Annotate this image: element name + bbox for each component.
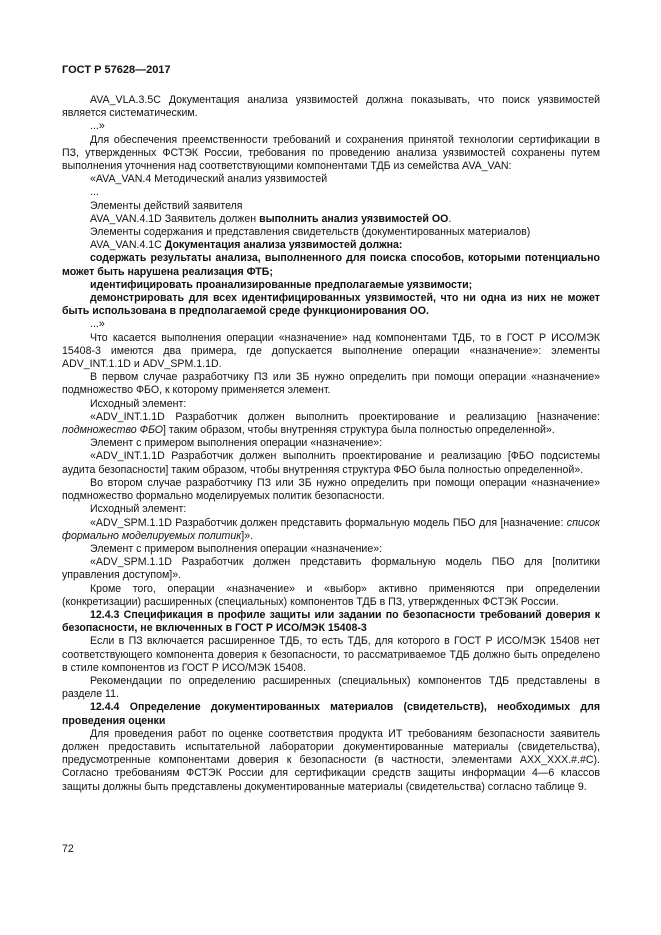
- paragraph: [62, 517, 600, 543]
- paragraph: Исходный элемент:: [90, 503, 187, 516]
- paragraph: Элемент с примером выполнения операции «назначение»:: [90, 437, 383, 450]
- bold-text-run: выполнить анализ уязвимостей ОО: [259, 212, 449, 225]
- paragraph: Рекомендации по определению расширенных (специальных) компонентов ТДБ представлены в разделе 11.: [62, 674, 600, 701]
- text-run: ]».: [241, 529, 254, 542]
- paragraph: AVA_VLA.3.5C Документация анализа уязвимостей должна показывать, что поиск уязвимостей является систематическим.: [62, 94, 600, 120]
- paragraph: Во втором случае разработчику ПЗ или ЗБ нужно определить при помощи операции «назначение» подмножество формально моделируемых политик безопасности.: [62, 476, 600, 503]
- paragraph: Для проведения работ по оценке соответствия продукта ИТ требованиям безопасности заявитель должен предоставить испытательной лаборатории документированные материалы (свидетельства), предусмотренные компонентами доверия к безопасности (в частности, элементами AXX_XXX.#.#C). Согласно требованиям ФСТЭК России для сертификации средств защиты информации 4—6 классов защиты должны быть представлены документированные материалы (свидетельства) согласно таблице 9.: [62, 727, 600, 793]
- paragraph: «AVA_VAN.4 Методический анализ уязвимостей: [90, 173, 328, 186]
- paragraph: [62, 411, 600, 437]
- text-run: .: [448, 212, 452, 225]
- bold-paragraph: идентифицировать проанализированные предполагаемые уязвимости;: [90, 278, 473, 291]
- paragraph: Кроме того, операции «назначение» и «выбор» активно применяются при определении (конкретизации) расширенных (специальных) компонентов ТДБ в ПЗ, утвержденных ФСТЭК России.: [62, 582, 600, 608]
- paragraph: Исходный элемент:: [90, 397, 187, 410]
- text-run: ] таким образом, чтобы внутренняя структура была полностью определенной».: [162, 424, 555, 437]
- paragraph: Элементы содержания и представления свидетельств (документированных материалов): [90, 226, 531, 239]
- paragraph: ...»: [90, 318, 105, 331]
- paragraph: [62, 213, 600, 226]
- page-number: 72: [62, 843, 74, 855]
- document-header: ГОСТ Р 57628—2017: [62, 64, 171, 76]
- paragraph: В первом случае разработчику ПЗ или ЗБ нужно определить при помощи операции «назначение» подмножество ФБО, к которому применяется элемент.: [62, 371, 600, 397]
- italic-text-run: подмножество ФБО: [62, 424, 163, 437]
- section-heading: 12.4.4 Определение документированных материалов (свидетельств), необходимых для проведения оценки: [62, 701, 600, 727]
- paragraph: Если в ПЗ включается расширенное ТДБ, то есть ТДБ, для которого в ГОСТ Р ИСО/МЭК 15408 нет соответствующего компонента доверия к безопасности, то рассматриваемое ТДБ должно быть определено в стиле компонентов из ГОСТ Р ИСО/МЭК 15408.: [62, 635, 600, 674]
- italic-text-run: список формально моделируемых политик: [62, 516, 600, 542]
- bold-paragraph: демонстрировать для всех идентифицированных уязвимостей, что ни одна из них не может быть использована в предполагаемой среде функционирования ОО.: [62, 292, 600, 318]
- paragraph: Для обеспечения преемственности требований и сохранения принятой технологии сертификации в ПЗ, утвержденных ФСТЭК России, требования по проведению анализа уязвимостей сохранены путем выполнения уточнения над соответствующими компонентами ТДБ из семейства AVA_VAN:: [62, 133, 600, 173]
- paragraph: ...: [90, 186, 99, 199]
- text-run: «ADV_SPM.1.1D Разработчик должен представить формальную модель ПБО для [назначение:: [90, 516, 567, 529]
- paragraph: Элементы действий заявителя: [90, 199, 243, 212]
- document-body: [62, 94, 600, 794]
- bold-paragraph: содержать результаты анализа, выполненного для поиска способов, которыми потенциально может быть нарушена реализация ФТБ;: [62, 252, 600, 278]
- paragraph: [62, 239, 600, 252]
- paragraph: ...»: [90, 120, 105, 133]
- paragraph: Элемент с примером выполнения операции «назначение»:: [90, 542, 383, 555]
- paragraph: «ADV_INT.1.1D Разработчик должен выполнить проектирование и реализацию [ФБО подсистемы аудита безопасности] таким образом, чтобы внутренняя структура ФБО была полностью определенной».: [62, 450, 600, 476]
- section-heading: 12.4.3 Спецификация в профиле защиты или задании по безопасности требований доверия к безопасности, не включенных в ГОСТ Р ИСО/МЭК 15408-3: [62, 608, 600, 635]
- text-run: AVA_VAN.4.1C: [90, 239, 165, 252]
- text-run: «ADV_INT.1.1D Разработчик должен выполнить проектирование и реализацию [назначение:: [90, 410, 600, 423]
- paragraph: Что касается выполнения операции «назначение» над компонентами ТДБ, то в ГОСТ Р ИСО/МЭК 15408-3 имеются два примера, где допускается выполнение операции «назначение»: элементы ADV_INT.1.1D и ADV_SPM.1.1D.: [62, 331, 600, 371]
- text-run: AVA_VAN.4.1D Заявитель должен: [90, 212, 260, 225]
- paragraph: «ADV_SPM.1.1D Разработчик должен представить формальную модель ПБО для [политики управления доступом]».: [62, 556, 600, 582]
- bold-text-run: Документация анализа уязвимостей должна:: [164, 239, 403, 252]
